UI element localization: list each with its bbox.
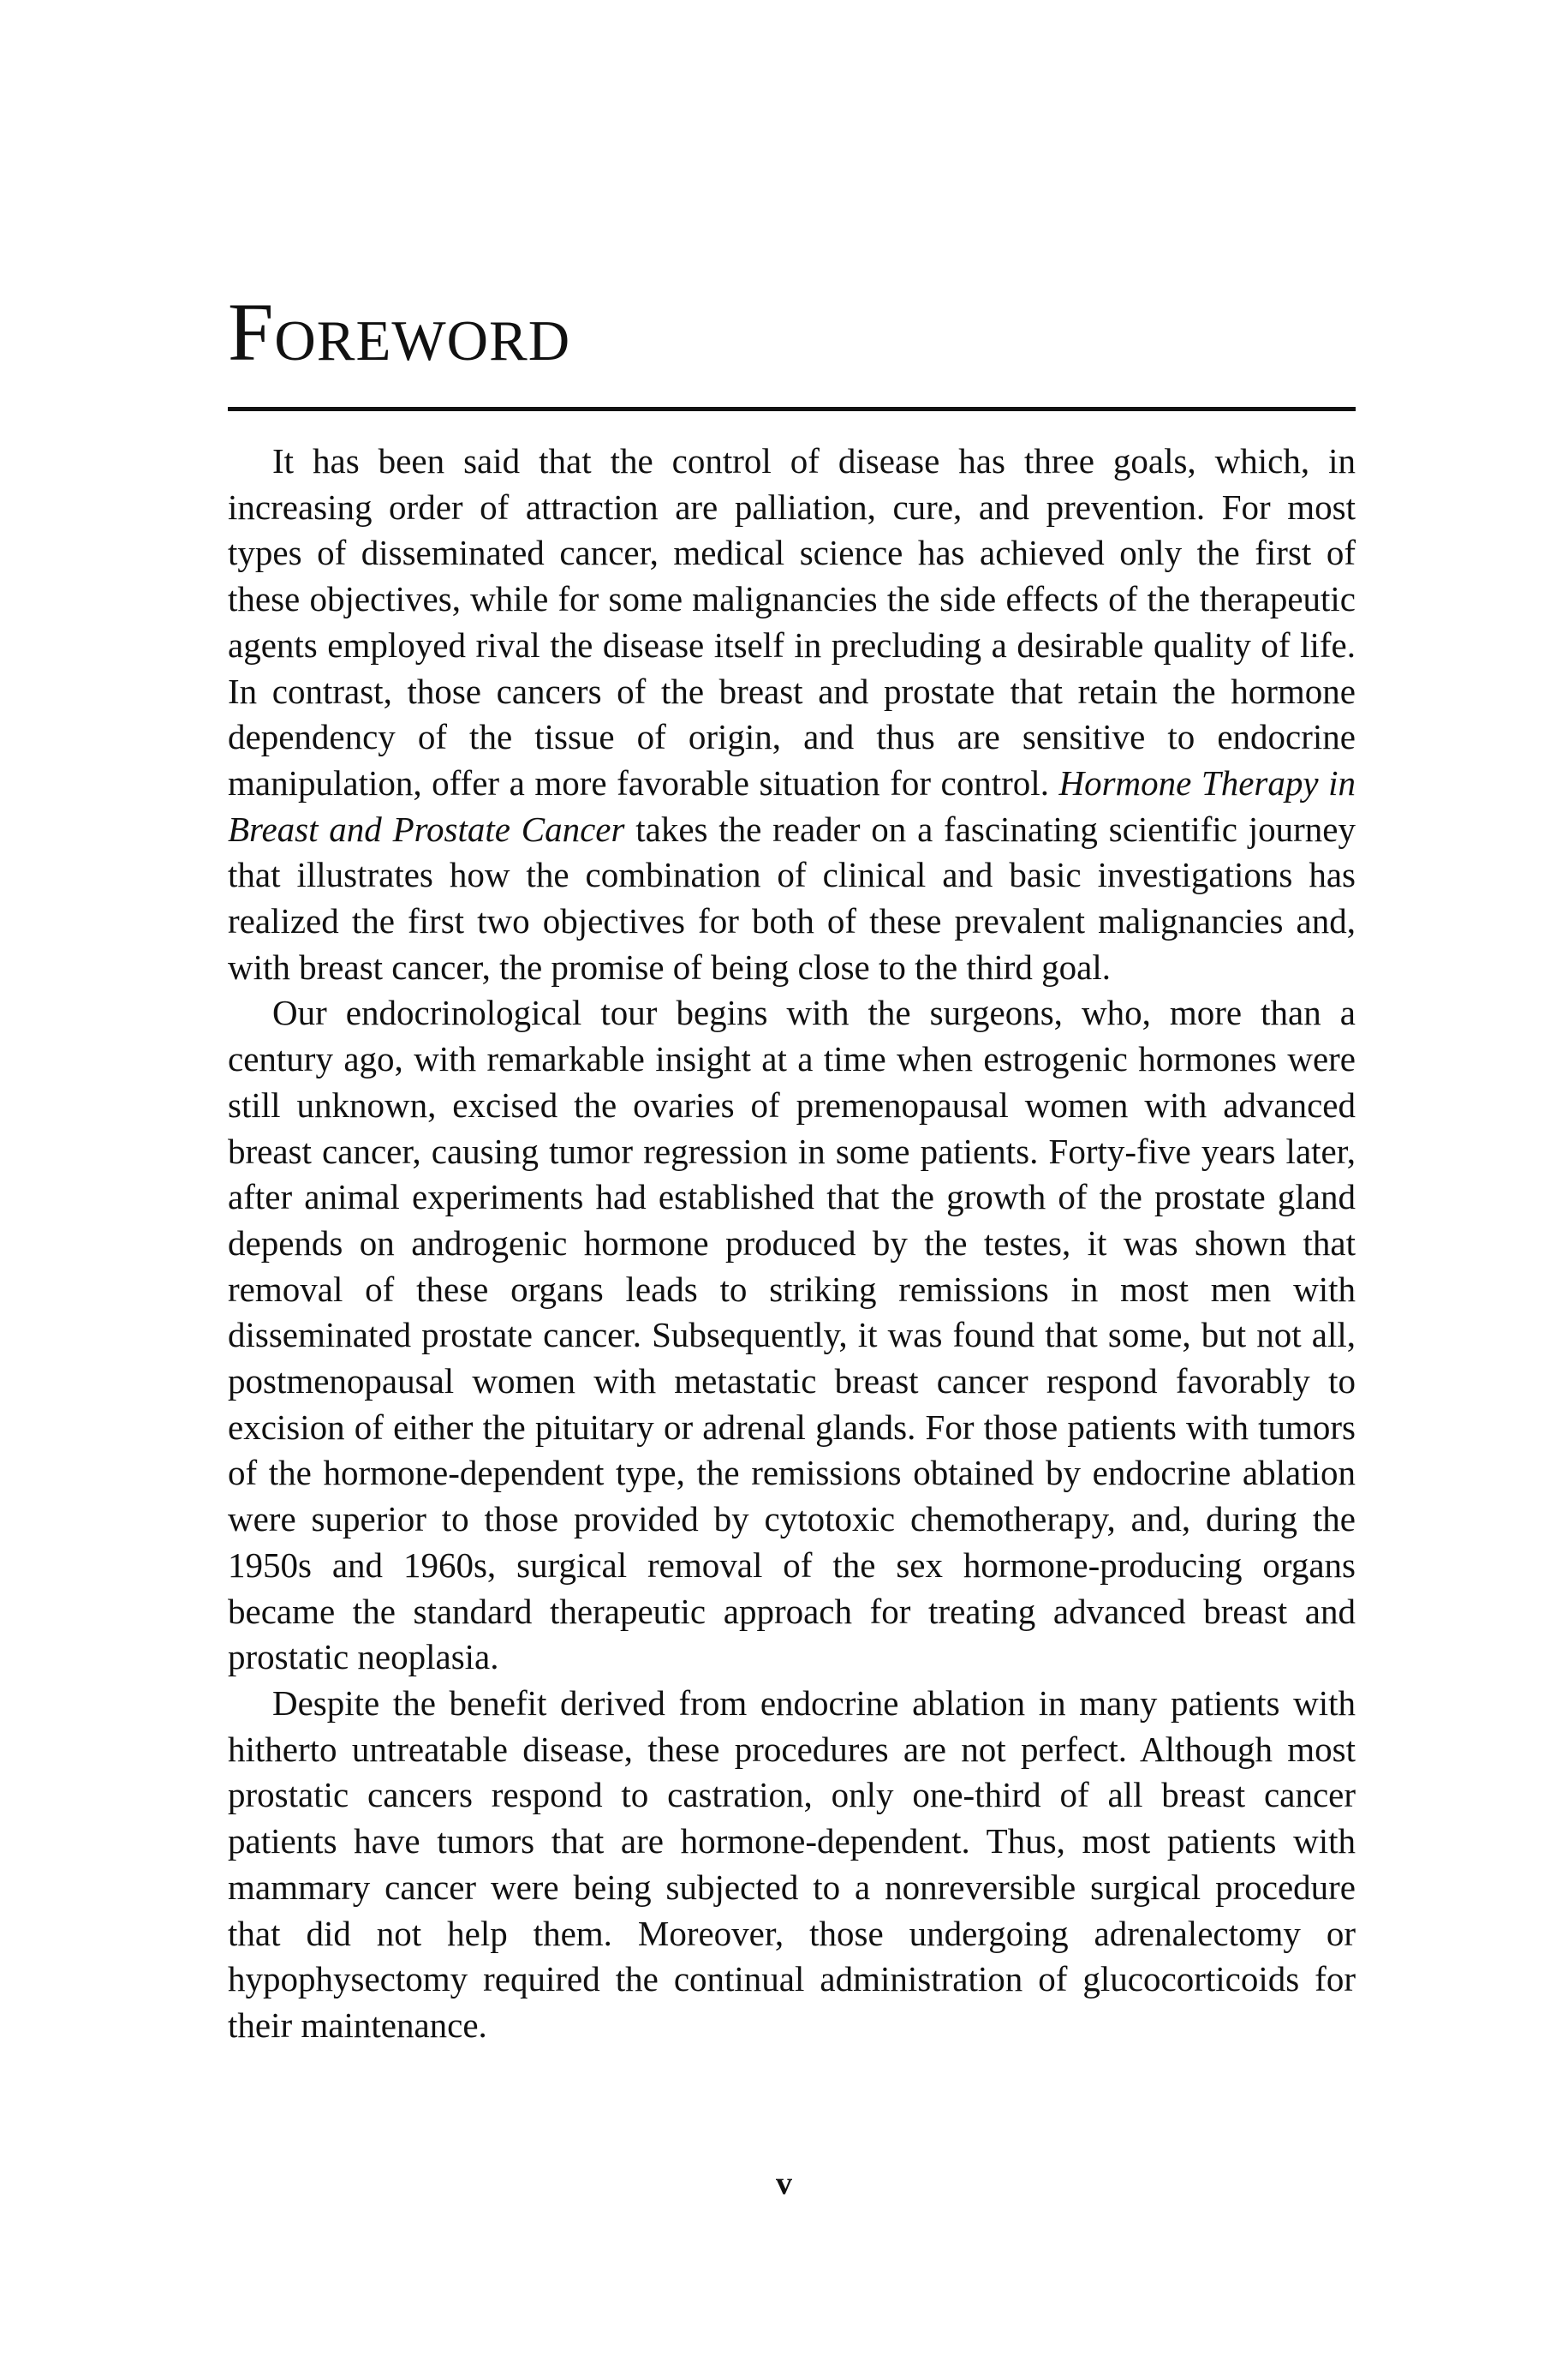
paragraph-3: Despite the benefit derived from endocrine ablation in many patients with hitherto untreatable disease, these procedures are not perfect. Although most prostatic cancers respond to castration, only one-third of all breast cancer patients have tumors that are hormone-dependent. Thus, most patients with mammary cancer were being subjected to a nonreversible surgical procedure that did not help them. Moreover, those undergoing adrenalectomy or hypophysectomy required the continual administration of glucocorticoids for their maintenance. — [228, 1682, 1356, 2045]
page-number: v — [776, 2166, 792, 2202]
foreword-body — [228, 439, 1356, 2049]
paragraph-1-text-end: takes the reader on a fascinating scientific journey that illustrates how the combination of clinical and basic investigations has realized the first two objectives for both of these prevalent malignancies and, with breast cancer, the promise of being close to the third goal. — [228, 809, 1356, 987]
title-rule — [228, 407, 1356, 411]
paragraph-1 — [228, 439, 1356, 990]
paragraph-2: Our endocrinological tour begins with the surgeons, who, more than a century ago, with remarkable insight at a time when estrogenic hormones were still unknown, excised the ovaries of premenopausal women with advanced breast cancer, causing tumor regression in some patients. Forty-five years later, after animal experiments had established that the growth of the prostate gland depends on androgenic hormone produced by the testes, it was shown that removal of these organs leads to striking remissions in most men with disseminated prostate cancer. Subsequently, it was found that some, but not all, postmenopausal women with metastatic breast cancer respond favorably to excision of either the pituitary or adrenal glands. For those patients with tumors of the hormone-dependent type, the remissions obtained by endocrine ablation were superior to those provided by cytotoxic chemotherapy, and, during the 1950s and 1960s, surgical removal of the sex hormone-producing organs became the standard therapeutic approach for treating advanced breast and prostatic neoplasia. — [228, 993, 1356, 1677]
paragraph-1-text-start: It has been said that the control of disease has three goals, which, in increasing order of attraction are palliation, cure, and prevention. For most types of disseminated cancer, medical science has achieved only the first of these objectives, while for some malignancies the side effects of the therapeutic agents employed rival the disease itself in precluding a desirable quality of life. In contrast, those cancers of the breast and prostate that retain the hormone dependency of the tissue of origin, and thus are sensitive to endocrine manipulation, offer a more favorable situation for control. — [228, 441, 1356, 803]
book-title-italic: Hormone Therapy in Breast and Prostate Cancer — [228, 762, 1356, 849]
page-title: Foreword — [228, 286, 571, 378]
